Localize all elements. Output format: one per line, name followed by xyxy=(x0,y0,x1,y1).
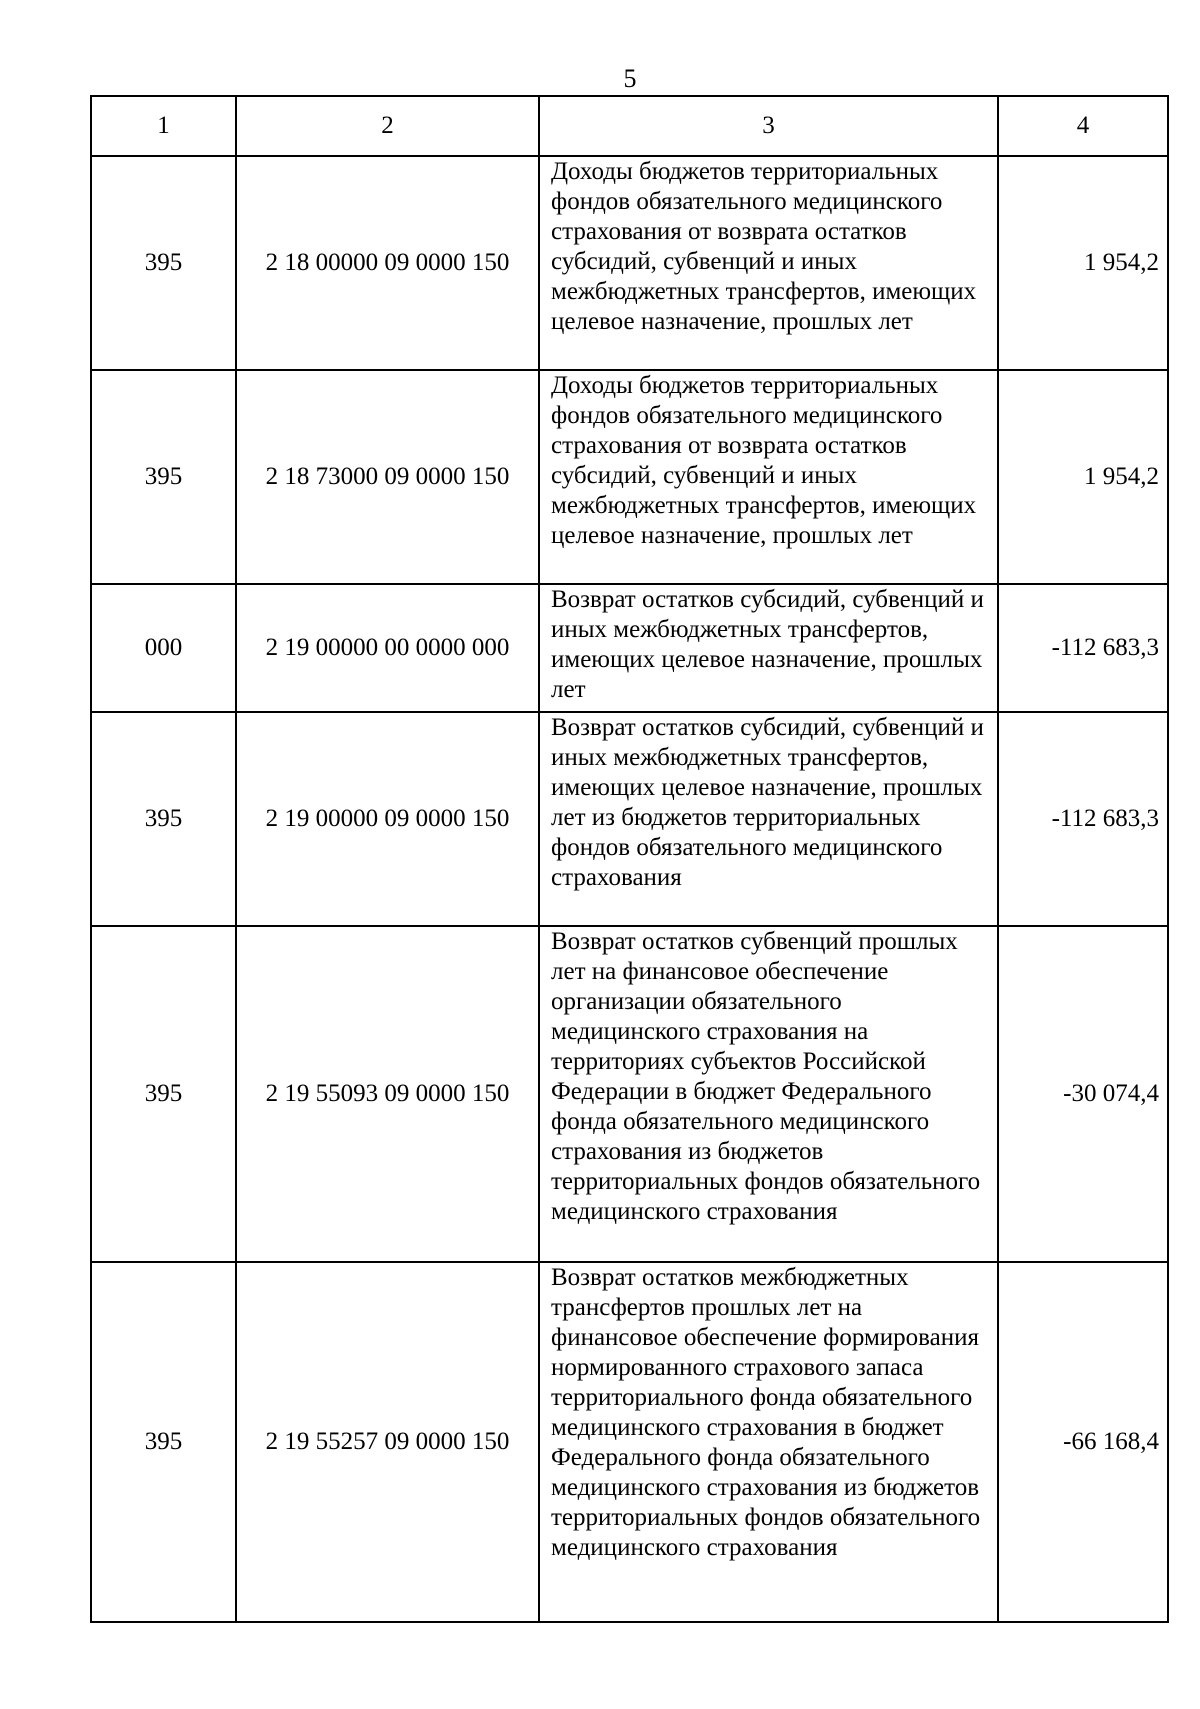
column-header-4: 4 xyxy=(998,96,1168,156)
amount-cell: -112 683,3 xyxy=(998,712,1168,926)
column-header-2: 2 xyxy=(236,96,539,156)
description-cell: Доходы бюджетов территориальных фондов обязательного медицинского страхования от возврата остатков субсидий, субвенций и иных межбюджетных трансфертов, имеющих целевое назначение, прошлых лет xyxy=(539,370,998,584)
budget-code-cell: 2 19 55093 09 0000 150 xyxy=(236,926,539,1262)
column-header-1: 1 xyxy=(91,96,236,156)
admin-code-cell: 395 xyxy=(91,370,236,584)
amount-cell: -30 074,4 xyxy=(998,926,1168,1262)
amount-cell: 1 954,2 xyxy=(998,156,1168,370)
description-cell: Возврат остатков субвенций прошлых лет на финансовое обеспечение организации обязательного медицинского страхования на территориях субъектов Российской Федерации в бюджет Федерального фонда обязательного медицинского страхования из бюджетов территориальных фондов обязательного медицинского страхования xyxy=(539,926,998,1262)
amount-cell: -66 168,4 xyxy=(998,1262,1168,1622)
budget-code-cell: 2 19 00000 09 0000 150 xyxy=(236,712,539,926)
table-row xyxy=(91,1262,1168,1622)
page-number: 5 xyxy=(623,64,637,93)
table-row xyxy=(91,156,1168,370)
amount-cell: 1 954,2 xyxy=(998,370,1168,584)
amount-cell: -112 683,3 xyxy=(998,584,1168,712)
description-cell: Возврат остатков межбюджетных трансфертов прошлых лет на финансовое обеспечение формирования нормированного страхового запаса территориального фонда обязательного медицинского страхования в бюджет Федерального фонда обязательного медицинского страхования из бюджетов территориальных фондов обязательного медицинского страхования xyxy=(539,1262,998,1622)
description-cell: Возврат остатков субсидий, субвенций и иных межбюджетных трансфертов, имеющих целевое назначение, прошлых лет из бюджетов территориальных фондов обязательного медицинского страхования xyxy=(539,712,998,926)
table-row xyxy=(91,712,1168,926)
budget-code-cell: 2 18 73000 09 0000 150 xyxy=(236,370,539,584)
table-row xyxy=(91,926,1168,1262)
budget-revenue-table xyxy=(90,95,1169,1623)
table-header-row xyxy=(91,96,1168,156)
table-row xyxy=(91,370,1168,584)
description-cell: Возврат остатков субсидий, субвенций и иных межбюджетных трансфертов, имеющих целевое назначение, прошлых лет xyxy=(539,584,998,712)
admin-code-cell: 395 xyxy=(91,712,236,926)
description-cell: Доходы бюджетов территориальных фондов обязательного медицинского страхования от возврата остатков субсидий, субвенций и иных межбюджетных трансфертов, имеющих целевое назначение, прошлых лет xyxy=(539,156,998,370)
admin-code-cell: 395 xyxy=(91,156,236,370)
budget-code-cell: 2 19 55257 09 0000 150 xyxy=(236,1262,539,1622)
column-header-3: 3 xyxy=(539,96,998,156)
table-row xyxy=(91,584,1168,712)
admin-code-cell: 000 xyxy=(91,584,236,712)
admin-code-cell: 395 xyxy=(91,1262,236,1622)
admin-code-cell: 395 xyxy=(91,926,236,1262)
budget-code-cell: 2 19 00000 00 0000 000 xyxy=(236,584,539,712)
budget-code-cell: 2 18 00000 09 0000 150 xyxy=(236,156,539,370)
